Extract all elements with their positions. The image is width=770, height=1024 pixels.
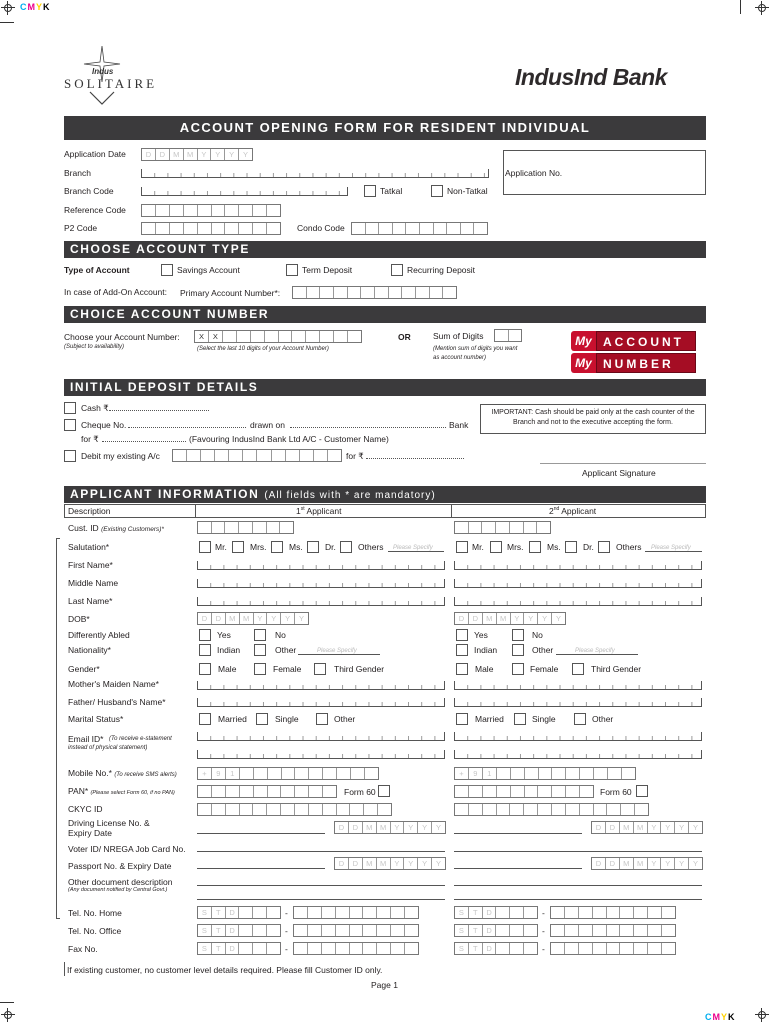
female-label: Female: [273, 664, 302, 674]
tel-office-std-1[interactable]: S T D: [197, 924, 281, 937]
other-label: Other: [532, 645, 554, 655]
mobile-field-1[interactable]: + 9 1: [197, 767, 379, 780]
dash: -: [542, 908, 545, 918]
other-status-label: Other: [334, 714, 356, 724]
voter-id-field-2[interactable]: [454, 851, 702, 852]
tatkal-label: Tatkal: [380, 186, 403, 196]
others-specify-field-2[interactable]: [645, 551, 702, 552]
male-label: Male: [218, 664, 237, 674]
father-husband-field-1[interactable]: [197, 698, 445, 707]
other-nat-checkbox-1[interactable]: [254, 644, 266, 656]
dash: -: [285, 926, 288, 936]
male-checkbox-1[interactable]: [199, 663, 211, 675]
divider: [451, 504, 452, 518]
other-nat-field-2[interactable]: [556, 654, 638, 655]
first-name-label: First Name*: [68, 560, 113, 570]
mothers-maiden-field-2[interactable]: [454, 681, 702, 690]
mrs-checkbox-1[interactable]: [232, 541, 244, 553]
last-name-field-2[interactable]: [454, 597, 702, 606]
male-label: Male: [475, 664, 494, 674]
father-husband-label: Father/ Husband's Name*: [68, 697, 166, 707]
footer-note: If existing customer, no customer level details required. Please fill Customer ID only.: [67, 965, 383, 975]
single-checkbox-1[interactable]: [256, 713, 268, 725]
dob-field-1[interactable]: D D M M Y Y Y Y: [197, 612, 309, 625]
others-specify-field-1[interactable]: [388, 551, 444, 552]
crop-mark-top-left: [1, 1, 15, 15]
pan-label: PAN* (Please select Form 60, if no PAN): [68, 786, 175, 796]
tel-office-std-2[interactable]: S T D: [454, 924, 538, 937]
dob-label: DOB*: [68, 614, 90, 624]
debit-amount-field[interactable]: [366, 458, 464, 459]
other-doc-field-2b[interactable]: [454, 899, 702, 900]
drawn-on-field[interactable]: [290, 427, 446, 428]
please-specify-hint: Please Specify: [651, 545, 691, 551]
passport-label: Passport No. & Expiry Date: [68, 861, 172, 871]
driving-no-field-2[interactable]: [454, 833, 582, 834]
tel-office-no-1[interactable]: [293, 924, 419, 937]
indian-checkbox-1[interactable]: [199, 644, 211, 656]
trim-line: [0, 22, 14, 23]
yes-checkbox-1[interactable]: [199, 629, 211, 641]
condo-code-label: Condo Code: [297, 223, 345, 233]
branch-code-field[interactable]: [141, 187, 348, 196]
other-doc-note: (Any document notified by Central Govt.): [68, 887, 168, 893]
pan-field-2[interactable]: [454, 785, 594, 798]
passport-expiry-field-1[interactable]: D D M M Y Y Y Y: [334, 857, 446, 870]
debit-account-field[interactable]: [172, 449, 342, 462]
driving-expiry-field-2[interactable]: D D M M Y Y Y Y: [591, 821, 703, 834]
savings-checkbox[interactable]: [161, 264, 173, 276]
middle-name-label: Middle Name: [68, 578, 119, 588]
email-field-2a[interactable]: [454, 732, 702, 741]
bracket-footer: [64, 962, 65, 976]
subject-note: (Subject to availability): [64, 344, 125, 350]
mr-checkbox-2[interactable]: [456, 541, 468, 553]
passport-no-field-2[interactable]: [454, 868, 582, 869]
ms-label: Ms.: [289, 542, 303, 552]
branch-field[interactable]: [141, 169, 489, 178]
third-gender-checkbox-2[interactable]: [572, 663, 584, 675]
other-doc-field-2a[interactable]: [454, 885, 702, 886]
please-specify-hint: Please Specify: [317, 648, 357, 654]
tel-office-no-2[interactable]: [550, 924, 676, 937]
other-doc-field-1b[interactable]: [197, 899, 445, 900]
applicant-signature-label: Applicant Signature: [582, 468, 656, 478]
indian-label: Indian: [474, 645, 498, 655]
other-status-label: Other: [592, 714, 614, 724]
voter-id-field-1[interactable]: [197, 851, 445, 852]
email-note-1: (To receive e-statement: [109, 736, 172, 742]
cmyk-bar-top: CMYK: [20, 2, 51, 12]
trim-line: [740, 0, 741, 14]
pan-field-1[interactable]: [197, 785, 337, 798]
branch-code-label: Branch Code: [64, 186, 114, 196]
single-checkbox-2[interactable]: [514, 713, 526, 725]
crop-mark-bottom-left: [1, 1008, 15, 1022]
email-field-1b[interactable]: [197, 750, 445, 759]
cash-amount-field[interactable]: [109, 410, 209, 411]
debit-checkbox[interactable]: [64, 450, 76, 462]
for-rs-label-2: for ₹: [346, 451, 364, 461]
no-label: No: [532, 630, 543, 640]
reference-code-field[interactable]: [141, 204, 281, 217]
mothers-maiden-label: Mother's Maiden Name*: [68, 679, 159, 689]
cust-id-field-1[interactable]: [197, 521, 294, 534]
married-label: Married: [218, 714, 247, 724]
dash: -: [285, 908, 288, 918]
ckyc-label: CKYC ID: [68, 804, 103, 814]
applicant-heading: APPLICANT INFORMATION (All fields with * are mandatory): [64, 486, 706, 503]
married-checkbox-2[interactable]: [456, 713, 468, 725]
passport-expiry-field-2[interactable]: D D M M Y Y Y Y: [591, 857, 703, 870]
middle-name-field-2[interactable]: [454, 579, 702, 588]
deposit-heading: INITIAL DEPOSIT DETAILS: [64, 379, 706, 396]
father-husband-field-2[interactable]: [454, 698, 702, 707]
cash-label: Cash ₹: [81, 403, 109, 413]
fax-no-2[interactable]: [550, 942, 676, 955]
mr-checkbox-1[interactable]: [199, 541, 211, 553]
ms-checkbox-2[interactable]: [529, 541, 541, 553]
choose-number-label: Choose your Account Number:: [64, 332, 180, 342]
trim-line: [0, 1002, 14, 1003]
tel-home-std-2[interactable]: S T D: [454, 906, 538, 919]
bank-label: Bank: [449, 420, 469, 430]
third-gender-label: Third Gender: [334, 664, 385, 674]
mr-label: Mr.: [472, 542, 484, 552]
no-label: No: [275, 630, 286, 640]
tel-home-no-1[interactable]: [293, 906, 419, 919]
non-tatkal-checkbox[interactable]: [431, 185, 443, 197]
description-header: Description: [68, 506, 111, 516]
choice-number-heading: CHOICE ACCOUNT NUMBER: [64, 306, 706, 323]
last-name-field-1[interactable]: [197, 597, 445, 606]
third-gender-checkbox-1[interactable]: [314, 663, 326, 675]
application-no-label: Application No.: [505, 168, 563, 178]
drawn-on-label: drawn on: [250, 420, 285, 430]
no-checkbox-2[interactable]: [512, 629, 524, 641]
cust-id-field-2[interactable]: [454, 521, 551, 534]
my-account-number-logo: My ACCOUNT My NUMBER: [571, 331, 696, 374]
please-specify-hint: Please Specify: [393, 545, 433, 551]
married-label: Married: [475, 714, 504, 724]
female-label: Female: [530, 664, 559, 674]
applicant-table-header: [64, 504, 706, 518]
email-field-1a[interactable]: [197, 732, 445, 741]
crop-mark-bottom-right: [755, 1008, 769, 1022]
cust-id-label: Cust. ID (Existing Customers)*: [68, 523, 164, 533]
tel-home-label: Tel. No. Home: [68, 908, 122, 918]
indian-label: Indian: [217, 645, 241, 655]
favouring-label: (Favouring IndusInd Bank Ltd A/C - Customer Name): [189, 434, 389, 444]
others-checkbox-2[interactable]: [598, 541, 610, 553]
bracket-bottom: [56, 918, 60, 919]
cheque-amount-field[interactable]: [102, 441, 186, 442]
single-label: Single: [275, 714, 299, 724]
other-doc-field-1a[interactable]: [197, 885, 445, 886]
other-doc-label: Other document description: [68, 877, 173, 887]
fax-std-1[interactable]: S T D: [197, 942, 281, 955]
divider: [195, 504, 196, 518]
for-rs-label: for ₹: [81, 434, 99, 444]
form60-checkbox-2[interactable]: [636, 785, 648, 797]
savings-label: Savings Account: [177, 265, 240, 275]
gender-label: Gender*: [68, 664, 100, 674]
other-status-checkbox-1[interactable]: [316, 713, 328, 725]
third-gender-label: Third Gender: [591, 664, 642, 674]
nationality-label: Nationality*: [68, 645, 111, 655]
second-applicant-header: 2nd Applicant: [549, 506, 597, 516]
sum-hint-1: (Mention sum of digits you want: [433, 346, 518, 352]
sum-of-digits-field[interactable]: [494, 329, 522, 342]
first-name-field-2[interactable]: [454, 561, 702, 570]
email-note-2: instead of physical statement): [68, 745, 148, 751]
cash-checkbox[interactable]: [64, 402, 76, 414]
other-status-checkbox-2[interactable]: [574, 713, 586, 725]
condo-code-field[interactable]: [351, 222, 488, 235]
p2-code-field[interactable]: [141, 222, 281, 235]
first-name-field-1[interactable]: [197, 561, 445, 570]
others-label: Others: [616, 542, 642, 552]
tel-home-std-1[interactable]: S T D: [197, 906, 281, 919]
no-checkbox-1[interactable]: [254, 629, 266, 641]
other-nat-field-1[interactable]: [298, 654, 380, 655]
p2-code-label: P2 Code: [64, 223, 98, 233]
dash: -: [285, 944, 288, 954]
crop-mark-top-right: [755, 1, 769, 15]
recurring-deposit-checkbox[interactable]: [391, 264, 403, 276]
signature-line[interactable]: [540, 463, 706, 464]
other-nat-checkbox-2[interactable]: [512, 644, 524, 656]
mobile-field-2[interactable]: + 9 1: [454, 767, 636, 780]
dash: -: [542, 944, 545, 954]
page-number: Page 1: [371, 980, 398, 990]
fax-no-1[interactable]: [293, 942, 419, 955]
voter-id-label: Voter ID/ NREGA Job Card No.: [68, 844, 186, 854]
others-checkbox-1[interactable]: [340, 541, 352, 553]
email-label: Email ID*: [68, 734, 104, 744]
email-field-2b[interactable]: [454, 750, 702, 759]
mrs-label: Mrs.: [250, 542, 267, 552]
recurring-deposit-label: Recurring Deposit: [407, 265, 476, 275]
female-checkbox-1[interactable]: [254, 663, 266, 675]
dash: -: [542, 926, 545, 936]
type-of-account-label: Type of Account: [64, 265, 130, 275]
yes-label: Yes: [217, 630, 231, 640]
form60-checkbox-1[interactable]: [378, 785, 390, 797]
marital-status-label: Marital Status*: [68, 714, 124, 724]
mr-label: Mr.: [215, 542, 227, 552]
passport-no-field-1[interactable]: [197, 868, 325, 869]
select-hint: (Select the last 10 digits of your Account Number): [197, 346, 329, 352]
ms-label: Ms.: [547, 542, 561, 552]
differently-abled-label: Differently Abled: [68, 630, 130, 640]
bracket: [56, 538, 57, 918]
form-title: ACCOUNT OPENING FORM FOR RESIDENT INDIVIDUAL: [64, 116, 706, 140]
female-checkbox-2[interactable]: [512, 663, 524, 675]
form60-label: Form 60: [344, 787, 376, 797]
ckyc-field-2[interactable]: [454, 803, 649, 816]
primary-account-field[interactable]: [292, 286, 457, 299]
tel-office-label: Tel. No. Office: [68, 926, 122, 936]
please-specify-hint: Please Specify: [575, 648, 615, 654]
non-tatkal-label: Non-Tatkal: [447, 186, 488, 196]
tatkal-checkbox[interactable]: [364, 185, 376, 197]
primary-account-label: Primary Account Number*:: [180, 288, 281, 298]
indian-checkbox-2[interactable]: [456, 644, 468, 656]
ckyc-field-1[interactable]: [197, 803, 392, 816]
cheque-no-field[interactable]: [128, 427, 246, 428]
application-date-label: Application Date: [64, 149, 126, 159]
dr-label: Dr.: [325, 542, 336, 552]
form60-label: Form 60: [600, 787, 632, 797]
middle-name-field-1[interactable]: [197, 579, 445, 588]
fax-std-2[interactable]: S T D: [454, 942, 538, 955]
application-date-field[interactable]: D D M M Y Y Y Y: [141, 148, 253, 161]
important-note: IMPORTANT: Cash should be paid only at the cash counter of the Branch and not to the executive accepting the form.: [480, 404, 706, 434]
dob-field-2[interactable]: D D M M Y Y Y Y: [454, 612, 566, 625]
cheque-label: Cheque No.: [81, 420, 127, 430]
single-label: Single: [532, 714, 556, 724]
bank-logo: IndusInd Bank: [515, 64, 667, 90]
account-number-field[interactable]: X X: [194, 330, 362, 343]
driving-expiry-field-1[interactable]: D D M M Y Y Y Y: [334, 821, 446, 834]
sum-of-digits-label: Sum of Digits: [433, 331, 484, 341]
married-checkbox-1[interactable]: [199, 713, 211, 725]
tel-home-no-2[interactable]: [550, 906, 676, 919]
driving-label-1: Driving License No. &: [68, 818, 150, 828]
logo-brand: Indus: [92, 67, 114, 76]
mothers-maiden-field-1[interactable]: [197, 681, 445, 690]
dr-checkbox-2[interactable]: [565, 541, 577, 553]
term-deposit-checkbox[interactable]: [286, 264, 298, 276]
fax-label: Fax No.: [68, 944, 98, 954]
cmyk-bar-bottom: CMYK: [705, 1012, 736, 1022]
driving-no-field-1[interactable]: [197, 833, 325, 834]
driving-label-2: Expiry Date: [68, 828, 112, 838]
salutation-label: Salutation*: [68, 542, 110, 552]
account-type-heading: CHOOSE ACCOUNT TYPE: [64, 241, 706, 258]
sum-hint-2: as account number): [433, 355, 487, 361]
male-checkbox-2[interactable]: [456, 663, 468, 675]
last-name-label: Last Name*: [68, 596, 113, 606]
mrs-label: Mrs.: [507, 542, 524, 552]
ms-checkbox-1[interactable]: [271, 541, 283, 553]
other-label: Other: [275, 645, 297, 655]
reference-code-label: Reference Code: [64, 205, 126, 215]
branch-label: Branch: [64, 168, 91, 178]
dr-checkbox-1[interactable]: [307, 541, 319, 553]
yes-label: Yes: [474, 630, 488, 640]
mrs-checkbox-2[interactable]: [490, 541, 502, 553]
cheque-checkbox[interactable]: [64, 419, 76, 431]
yes-checkbox-2[interactable]: [456, 629, 468, 641]
logo-solitaire: SOLITAIRE: [64, 76, 158, 91]
others-label: Others: [358, 542, 384, 552]
addon-label: In case of Add-On Account:: [64, 287, 168, 297]
first-applicant-header: 1st Applicant: [296, 506, 342, 516]
mobile-label: Mobile No.* (To receive SMS alerts): [68, 768, 177, 778]
dr-label: Dr.: [583, 542, 594, 552]
bracket-top: [56, 538, 60, 539]
term-deposit-label: Term Deposit: [302, 265, 353, 275]
or-label: OR: [398, 332, 411, 342]
debit-label: Debit my existing A/c: [81, 451, 160, 461]
